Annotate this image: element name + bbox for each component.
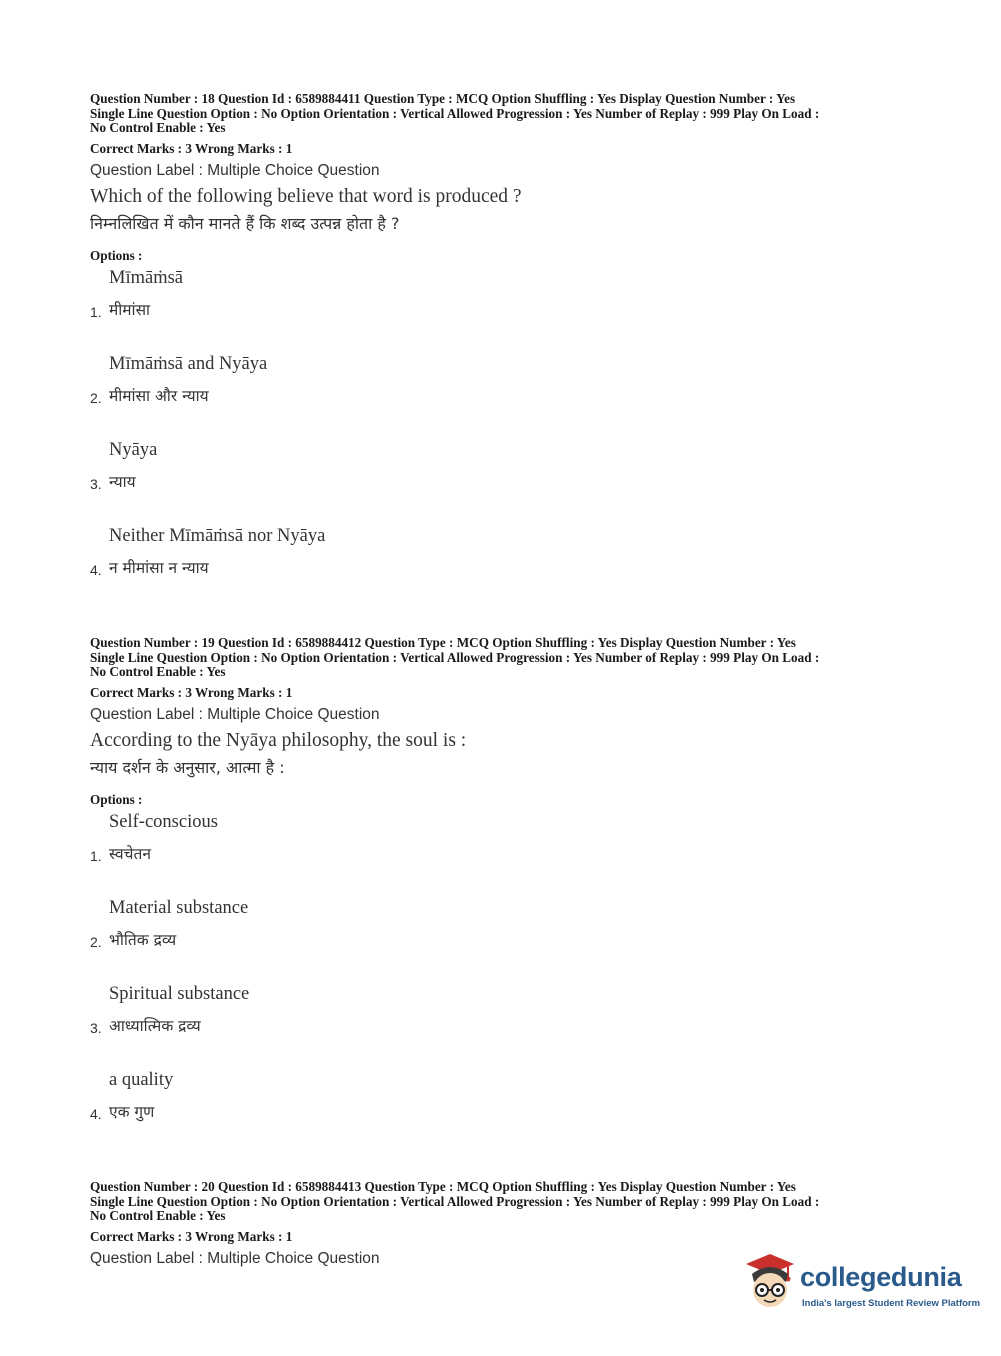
option-number: 4. xyxy=(90,561,102,578)
question-label: Question Label : Multiple Choice Question xyxy=(90,1249,380,1267)
logo-brand: collegedunia xyxy=(800,1262,962,1292)
option-number: 3. xyxy=(90,475,102,492)
question-text-en: According to the Nyāya philosophy, the soul is : xyxy=(90,729,467,751)
marks-info: Correct Marks : 3 Wrong Marks : 1 xyxy=(90,684,293,700)
question-text-en: Which of the following believe that word is produced ? xyxy=(90,185,522,207)
option-2[interactable] xyxy=(90,894,920,980)
marks-info: Correct Marks : 3 Wrong Marks : 1 xyxy=(90,140,293,156)
option-text-en: Self-conscious xyxy=(109,811,218,832)
question-label: Question Label : Multiple Choice Question xyxy=(90,161,380,179)
option-text-hi: न्याय xyxy=(109,472,136,491)
option-4[interactable] xyxy=(90,1066,920,1152)
options-label: Options : xyxy=(90,791,143,807)
option-text-en: Mīmāṁsā xyxy=(109,267,183,288)
collegedunia-logo xyxy=(740,1248,981,1318)
option-text-en: Nyāya xyxy=(109,439,158,460)
option-number: 1. xyxy=(90,847,102,864)
question-text-hi: न्याय दर्शन के अनुसार, आत्मा है : xyxy=(90,757,285,777)
option-text-hi: स्वचेतन xyxy=(109,844,151,863)
option-text-hi: एक गुण xyxy=(109,1102,155,1121)
option-text-en: Mīmāṁsā and Nyāya xyxy=(109,353,268,374)
question-label: Question Label : Multiple Choice Question xyxy=(90,705,380,723)
option-number: 4. xyxy=(90,1105,102,1122)
option-text-hi: भौतिक द्रव्य xyxy=(109,930,177,949)
option-text-en: a quality xyxy=(109,1069,174,1090)
option-number: 3. xyxy=(90,1019,102,1036)
logo-tagline: India's largest Student Review Platform xyxy=(802,1298,981,1309)
question-meta: Question Number : 18 Question Id : 6589884411 Question Type : MCQ Option Shuffling : Yes Display Question Number : Yes Single Line Question Option : No Option Orientation : Vertical Allowed Progression : Yes Number of Replay : 999 Play On Load : No Control Enable : Yes xyxy=(90,91,820,135)
question-block-19 xyxy=(90,636,920,1152)
question-block-18 xyxy=(90,92,920,608)
option-3[interactable] xyxy=(90,436,920,522)
option-4[interactable] xyxy=(90,522,920,608)
question-text-hi: निम्नलिखित में कौन मानते हैं कि शब्द उत्पन्न होता है ? xyxy=(90,213,400,233)
option-text-hi: मीमांसा और न्याय xyxy=(109,386,209,405)
option-number: 2. xyxy=(90,933,102,950)
option-text-en: Spiritual substance xyxy=(109,983,250,1004)
option-text-hi: आध्यात्मिक द्रव्य xyxy=(109,1016,201,1035)
option-1[interactable] xyxy=(90,264,920,350)
option-2[interactable] xyxy=(90,350,920,436)
option-number: 1. xyxy=(90,303,102,320)
option-1[interactable] xyxy=(90,808,920,894)
option-number: 2. xyxy=(90,389,102,406)
options-label: Options : xyxy=(90,247,143,263)
option-3[interactable] xyxy=(90,980,920,1066)
option-text-hi: मीमांसा xyxy=(109,300,151,319)
marks-info: Correct Marks : 3 Wrong Marks : 1 xyxy=(90,1228,293,1244)
option-text-en: Material substance xyxy=(109,897,249,918)
mascot-icon xyxy=(740,1252,800,1314)
option-text-en: Neither Mīmāṁsā nor Nyāya xyxy=(109,525,326,546)
option-text-hi: न मीमांसा न न्याय xyxy=(109,558,209,577)
question-meta: Question Number : 19 Question Id : 6589884412 Question Type : MCQ Option Shuffling : Yes Display Question Number : Yes Single Line Question Option : No Option Orientation : Vertical Allowed Progression : Yes Number of Replay : 999 Play On Load : No Control Enable : Yes xyxy=(90,635,820,679)
question-meta: Question Number : 20 Question Id : 6589884413 Question Type : MCQ Option Shuffling : Yes Display Question Number : Yes Single Line Question Option : No Option Orientation : Vertical Allowed Progression : Yes Number of Replay : 999 Play On Load : No Control Enable : Yes xyxy=(90,1179,820,1223)
